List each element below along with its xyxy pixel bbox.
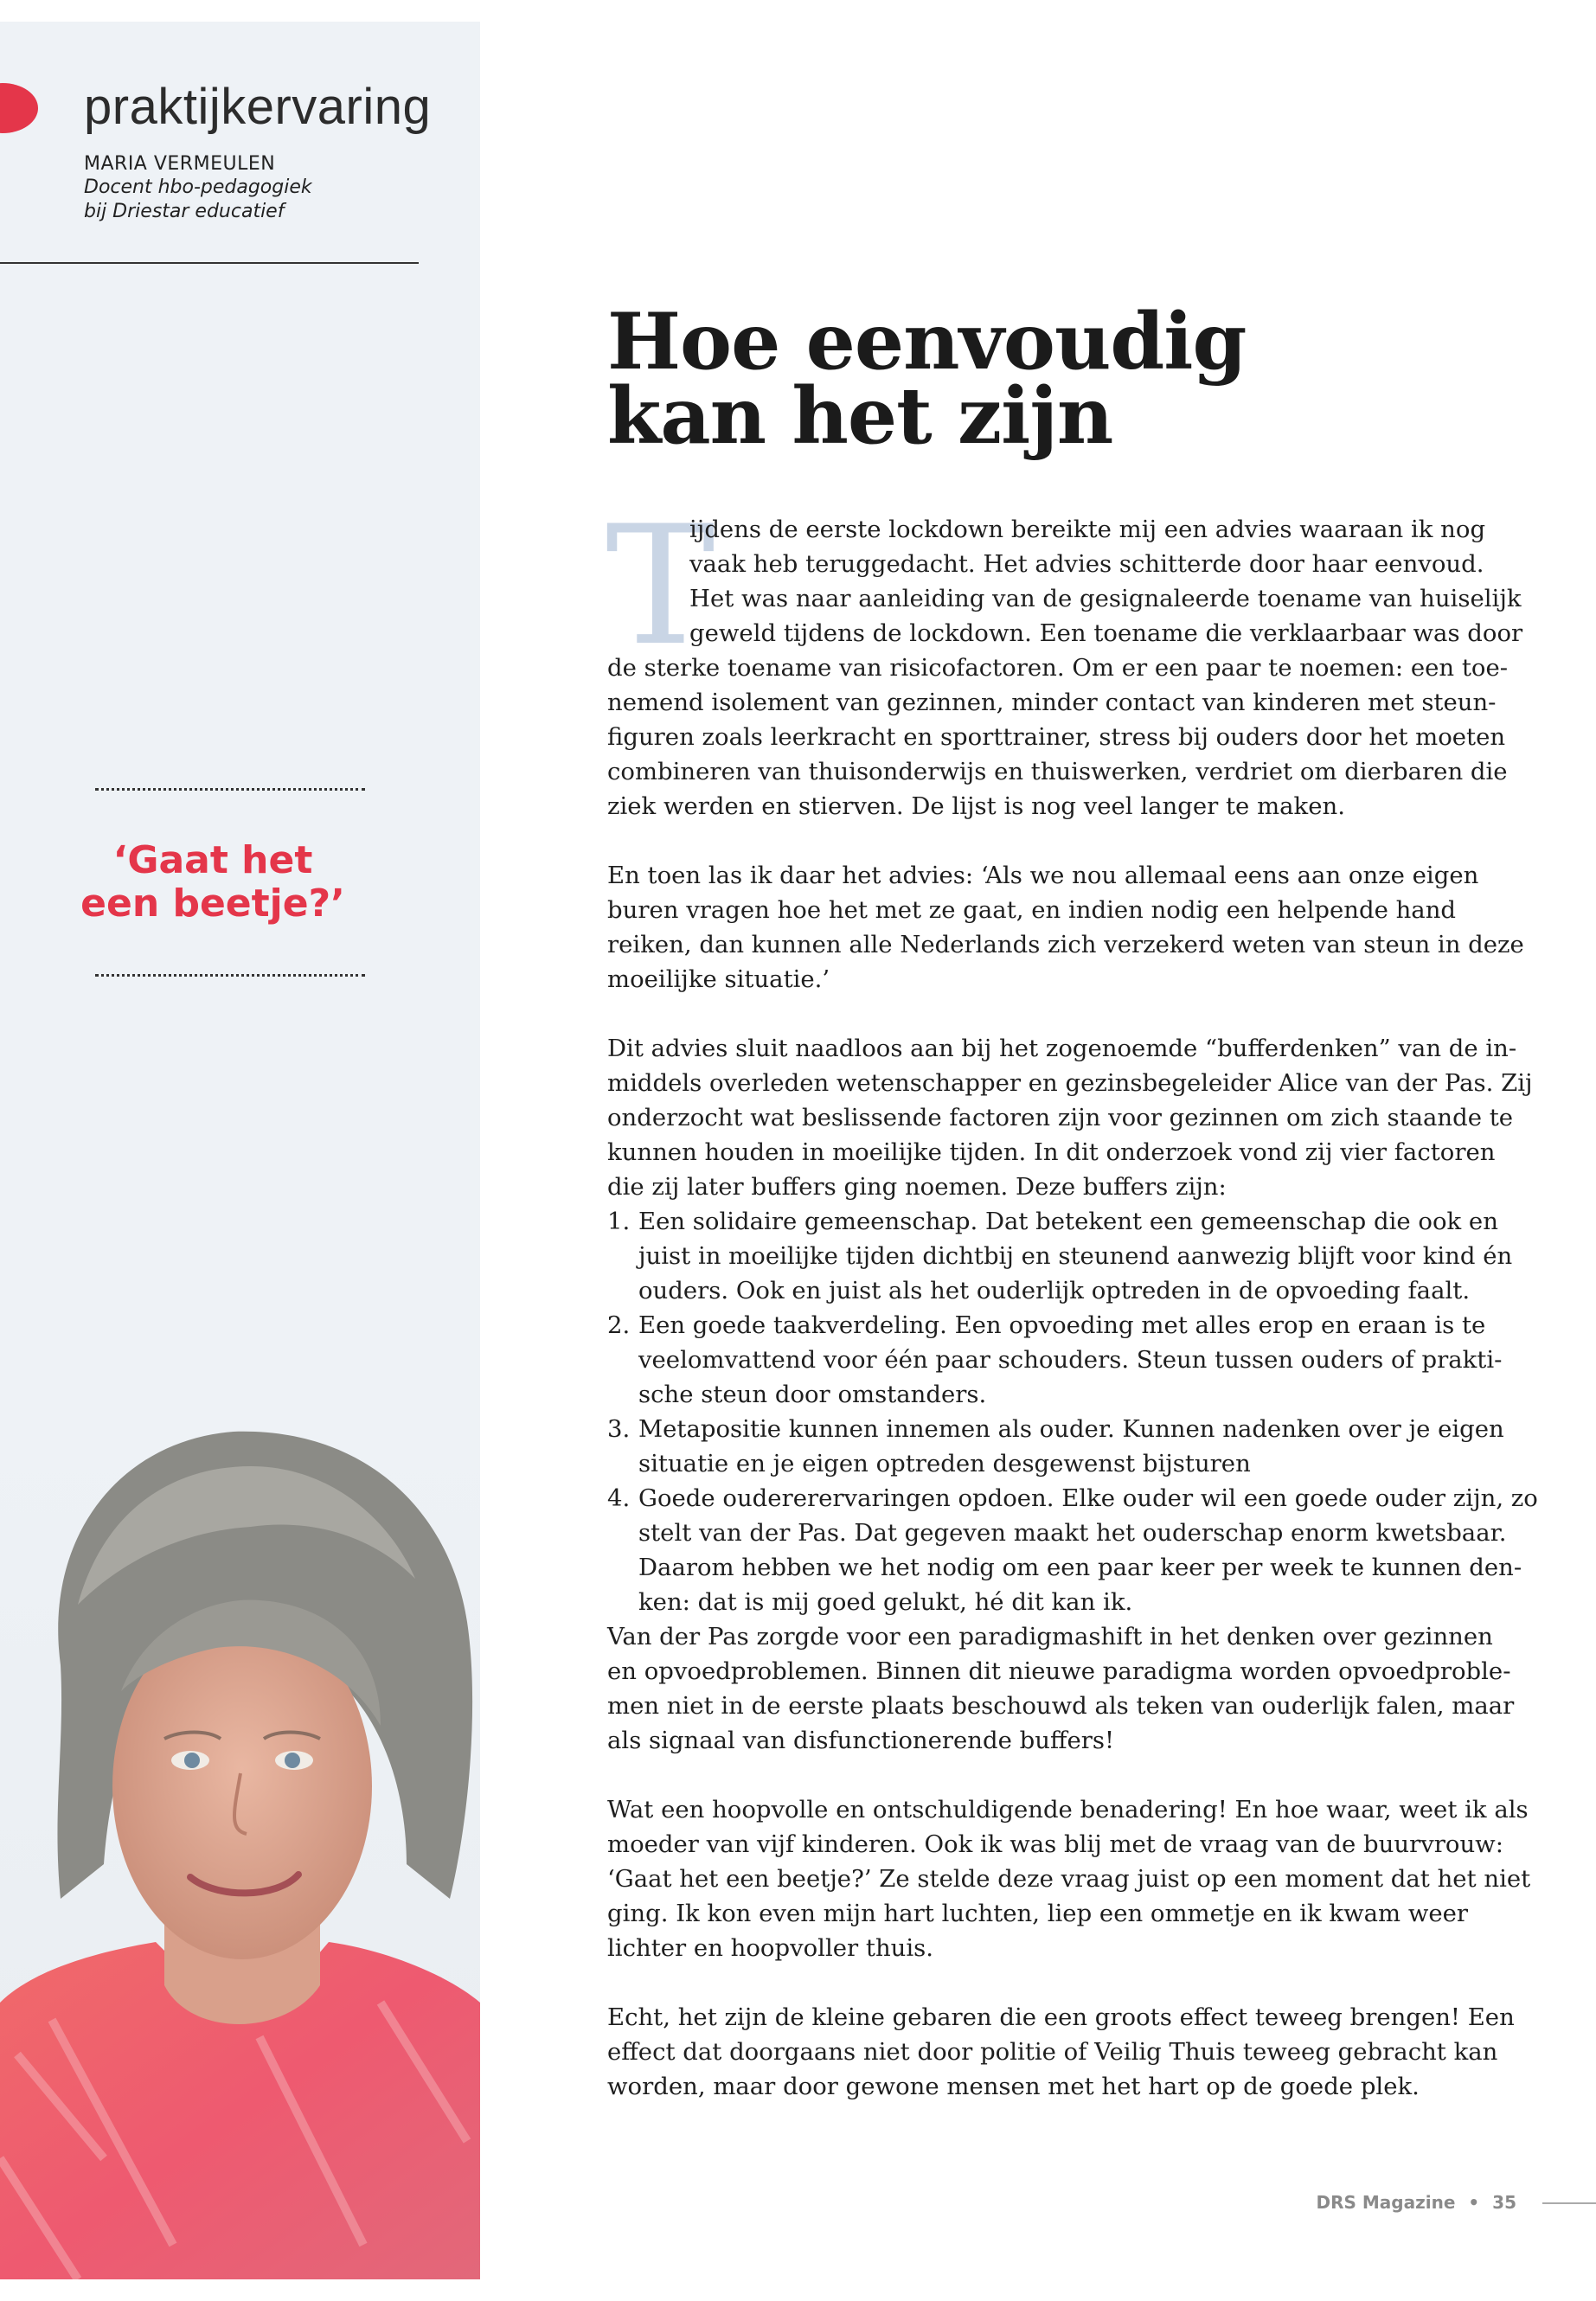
body-text-line: lichter en hoopvoller thuis. (607, 1934, 934, 1962)
body-text-line: Goede oudererervaringen opdoen. Elke ouder wil een goede ouder zijn, zo (638, 1484, 1538, 1512)
pull-quote (52, 839, 374, 926)
pull-quote-line: ‘Gaat het (112, 838, 313, 882)
body-text-line: buren vragen hoe het met ze gaat, en indien nodig een helpende hand (607, 896, 1457, 924)
body-text-line: ging. Ik kon even mijn hart luchten, liep een ommetje en ik kwam weer (607, 1900, 1469, 1927)
body-text-line: combineren van thuisonderwijs en thuiswerken, verdriet om dierbaren die (607, 758, 1508, 785)
pull-quote-bottom-rule (95, 974, 365, 977)
body-text-line: reiken, dan kunnen alle Nederlands zich verzekerd weten van steun in deze (607, 931, 1524, 958)
body-text-line: ken: dat is mij goed gelukt, hé dit kan ik. (638, 1588, 1133, 1616)
body-text-line: effect dat doorgaans niet door politie of Veilig Thuis teweeg gebracht kan (607, 2038, 1498, 2066)
body-text-line: geweld tijdens de lockdown. Een toename die verklaarbaar was door (689, 619, 1523, 647)
magazine-name: DRS Magazine (1316, 2192, 1456, 2213)
body-text-line: stelt van der Pas. Dat gegeven maakt het ouderschap enorm kwetsbaar. (638, 1519, 1507, 1547)
body-text-line: moeilijke situatie.’ (607, 965, 830, 993)
body-text-line: kunnen houden in moeilijke tijden. In dit onderzoek vond zij vier factoren (607, 1138, 1496, 1166)
body-text-line: Metapositie kunnen innemen als ouder. Kunnen nadenken over je eigen (638, 1415, 1504, 1443)
list-item-number: 2. (607, 1311, 631, 1339)
body-text-line: ouders. Ook en juist als het ouderlijk optreden in de opvoeding faalt. (638, 1277, 1471, 1304)
body-text-line: moeder van vijf kinderen. Ook ik was blij met de vraag van de buurvrouw: (607, 1830, 1503, 1858)
author-name: MARIA VERMEULEN (84, 153, 276, 175)
body-text-line: juist in moeilijke tijden dichtbij en steunend aanwezig blijft voor kind én (638, 1242, 1513, 1270)
footer-separator: • (1468, 2192, 1480, 2213)
body-text-line: En toen las ik daar het advies: ‘Als we nou allemaal eens aan onze eigen (607, 862, 1479, 889)
body-text-line: Echt, het zijn de kleine gebaren die een groots effect teweeg brengen! Een (607, 2003, 1515, 2031)
body-text-line: die zij later buffers ging noemen. Deze buffers zijn: (607, 1173, 1227, 1201)
body-text-line: veelomvattend voor één paar schouders. Steun tussen ouders of prakti- (638, 1346, 1503, 1374)
list-item-number: 1. (607, 1208, 631, 1235)
headline-line: kan het zijn (607, 370, 1113, 462)
drop-cap: T (606, 490, 715, 682)
pull-quote-top-rule (95, 788, 365, 791)
headline-line: Hoe eenvoudig (607, 296, 1247, 388)
body-text-line: ziek werden en stierven. De lijst is nog veel langer te maken. (607, 792, 1345, 820)
body-text-line: Een solidaire gemeenschap. Dat betekent een gemeenschap die ook en (638, 1208, 1498, 1235)
body-text-line: vaak heb teruggedacht. Het advies schitterde door haar eenvoud. (689, 550, 1484, 578)
list-item-number: 3. (607, 1415, 631, 1443)
body-text-line: Dit advies sluit naadloos aan bij het zogenoemde “bufferdenken” van de in- (607, 1035, 1517, 1062)
body-text-line: middels overleden wetenschapper en gezinsbegeleider Alice van der Pas. Zij (607, 1069, 1533, 1097)
body-text-line: nemend isolement van gezinnen, minder contact van kinderen met steun- (607, 689, 1497, 716)
body-text-line: Van der Pas zorgde voor een paradigmashift in het denken over gezinnen (607, 1623, 1493, 1650)
category-label: praktijkervaring (84, 79, 432, 135)
footer-rule (1542, 2202, 1596, 2204)
body-text-line: worden, maar door gewone mensen met het hart op de goede plek. (607, 2073, 1420, 2100)
body-text-line: Een goede taakverdeling. Een opvoeding met alles erop en eraan is te (638, 1311, 1486, 1339)
body-text-line: de sterke toename van risicofactoren. Om er een paar te noemen: een toe- (607, 654, 1509, 682)
body-text-line: onderzocht wat beslissende factoren zijn voor gezinnen om zich staande te (607, 1104, 1514, 1131)
article-headline (607, 296, 1247, 462)
body-text-line: figuren zoals leerkracht en sporttrainer, stress bij ouders door het moeten (607, 723, 1506, 751)
body-text-line: sche steun door omstanders. (638, 1381, 987, 1408)
body-text-line: Wat een hoopvolle en ontschuldigende benadering! En hoe waar, weet ik als (607, 1796, 1529, 1823)
page-footer (1317, 2192, 1516, 2213)
body-text-line: Daarom hebben we het nodig om een paar keer per week te kunnen den- (638, 1554, 1522, 1581)
body-text-line: ijdens de eerste lockdown bereikte mij een advies waaraan ik nog (689, 516, 1486, 543)
author-photo (0, 1380, 480, 2279)
body-text-line: situatie en je eigen optreden desgewenst bijsturen (638, 1450, 1251, 1477)
body-text-line: als signaal van disfunctionerende buffers! (607, 1727, 1115, 1754)
list-item-number: 4. (607, 1484, 631, 1512)
sidebar-divider (0, 262, 419, 264)
pull-quote-line: een beetje?’ (80, 881, 345, 926)
page-number: 35 (1492, 2192, 1516, 2213)
body-text-line: men niet in de eerste plaats beschouwd als teken van ouderlijk falen, maar (607, 1692, 1515, 1720)
author-affiliation: bij Driestar educatief (84, 201, 285, 222)
body-text-line: ‘Gaat het een beetje?’ Ze stelde deze vraag juist op een moment dat het niet (607, 1865, 1531, 1893)
body-text-line: Het was naar aanleiding van de gesignaleerde toename van huiselijk (689, 585, 1522, 612)
body-text-line: en opvoedproblemen. Binnen dit nieuwe paradigma worden opvoedproble- (607, 1657, 1511, 1685)
author-role: Docent hbo-pedagogiek (84, 176, 312, 198)
